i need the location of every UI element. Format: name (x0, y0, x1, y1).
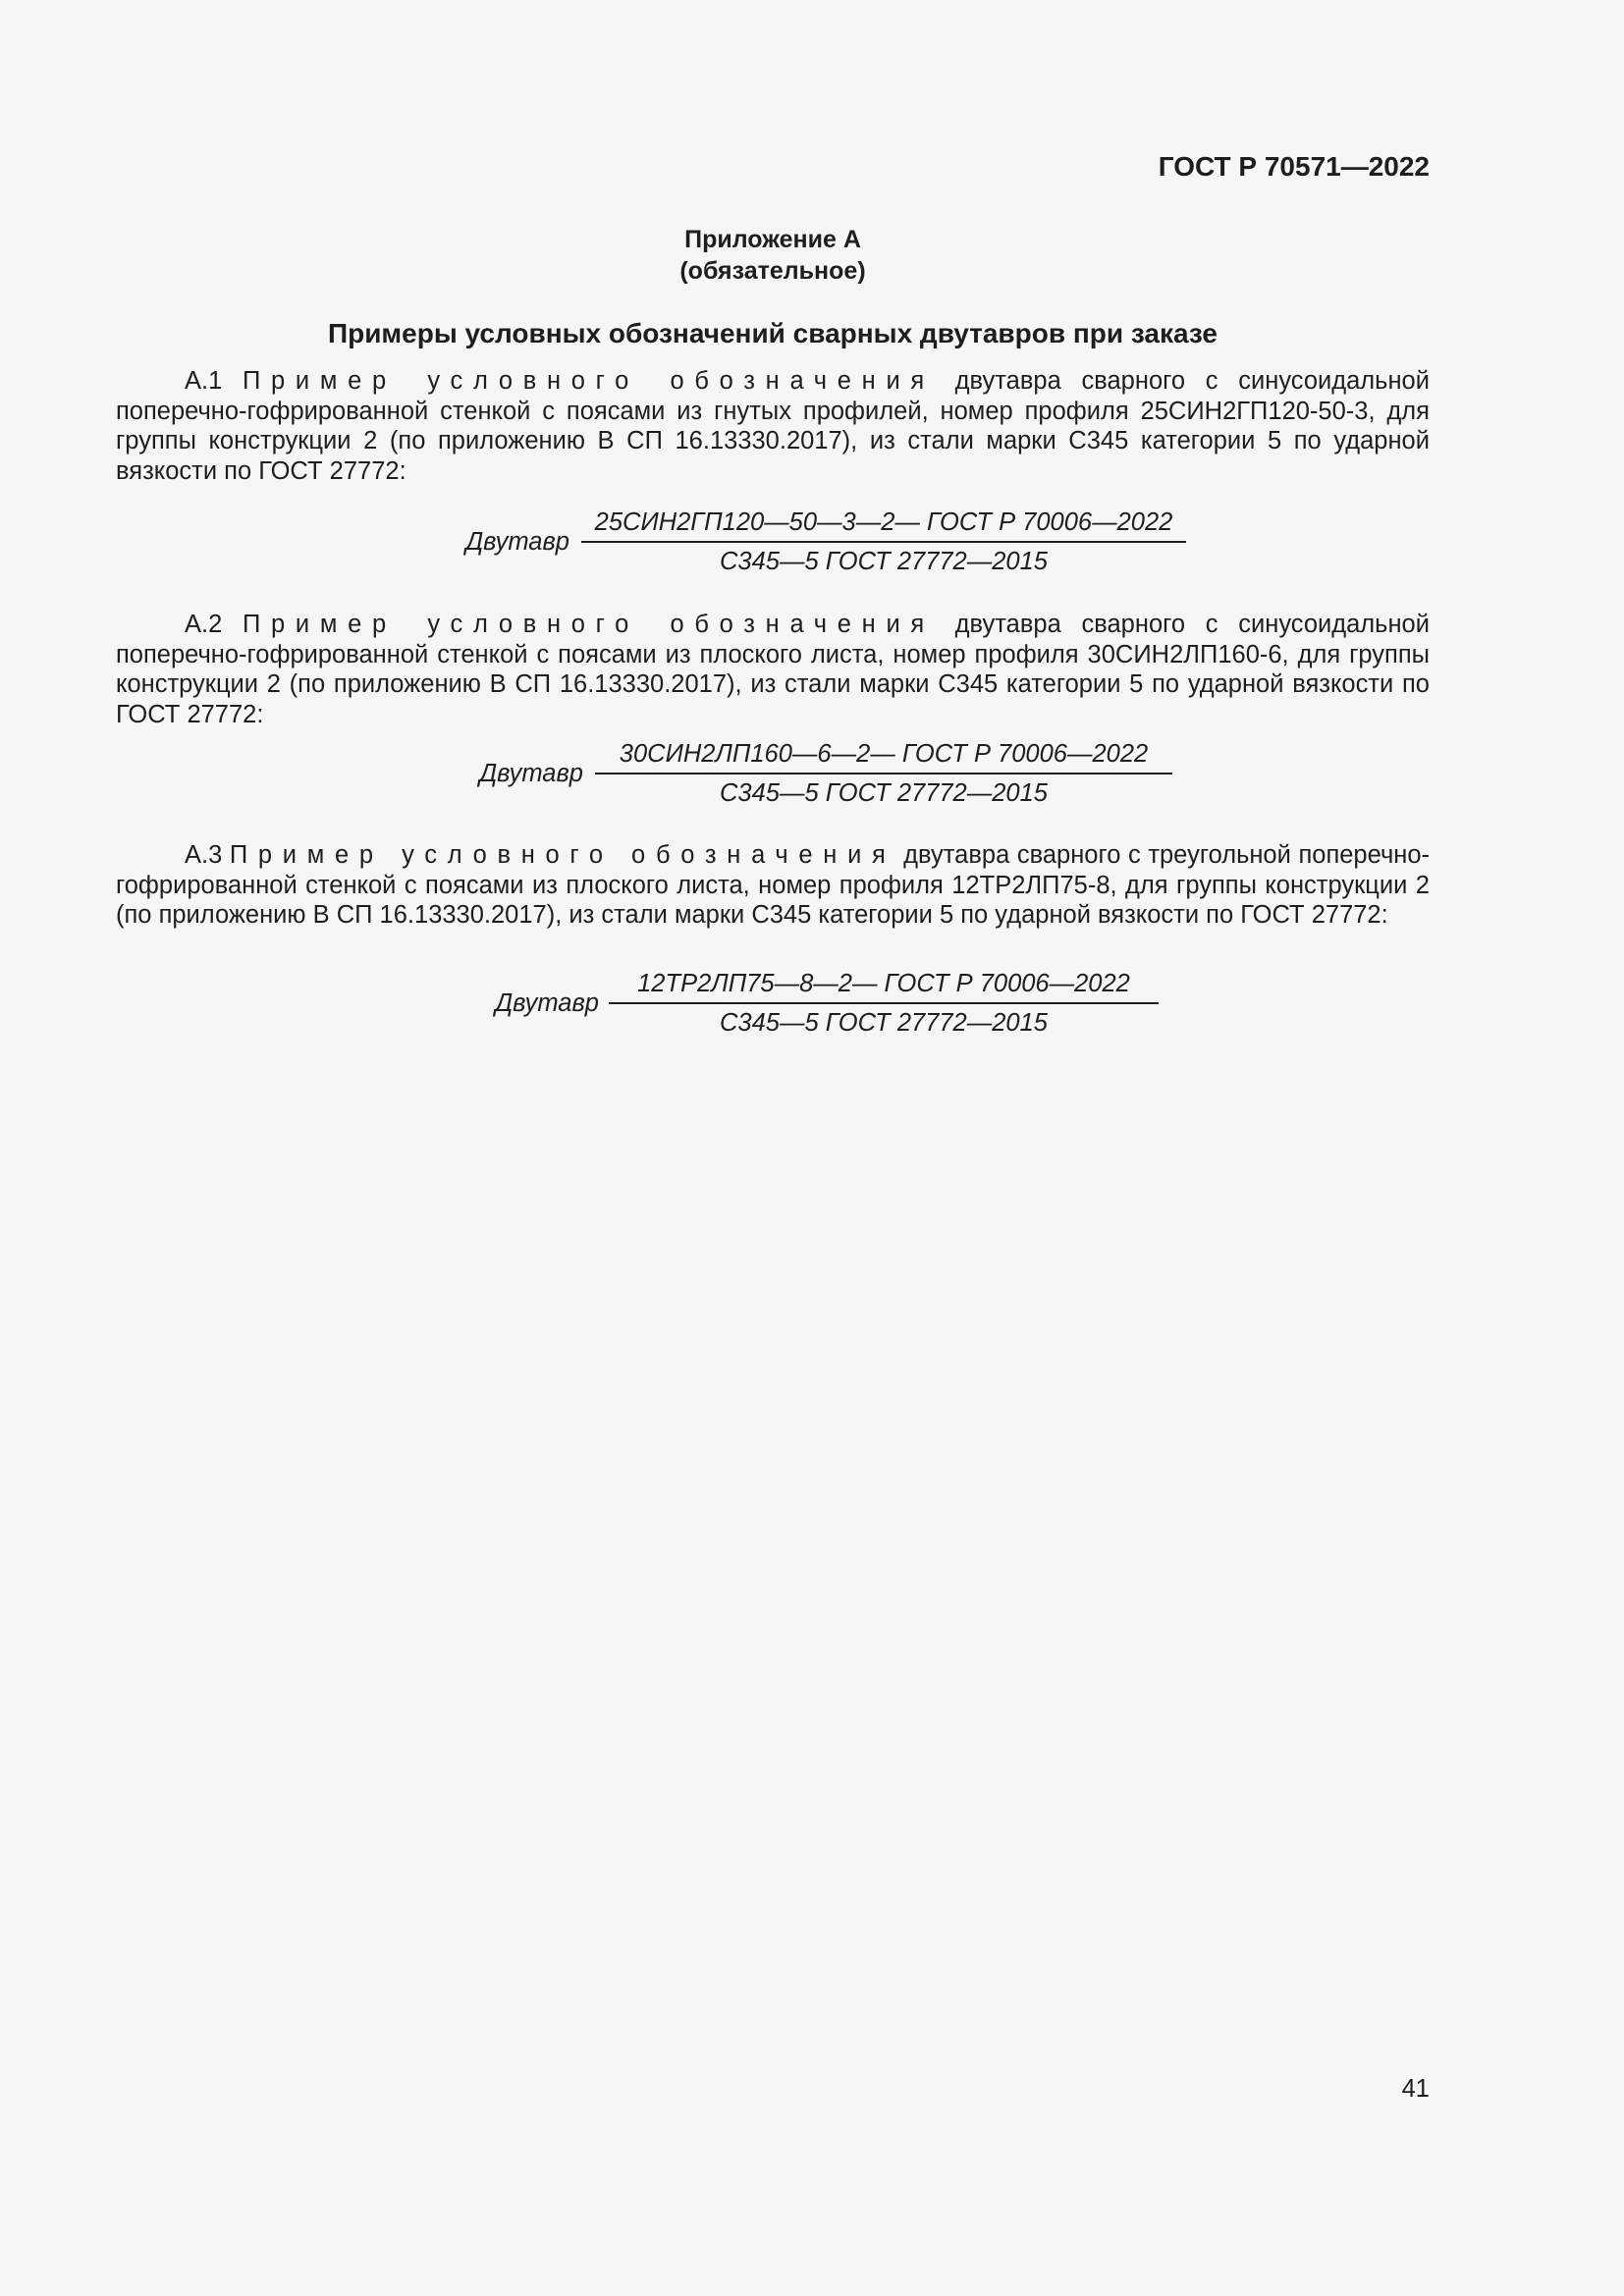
example-a2-formula (0, 738, 1624, 817)
formula-lead: Двутавр (479, 760, 583, 787)
example-a3-paragraph (116, 840, 1430, 931)
formula-fraction (609, 968, 1159, 1039)
example-a2-text: двутавра сварного с синусоидальной поперечно-гофрированной стенкой с поясами из плоского листа, номер профиля 30СИН2ЛП160-6, для группы конструкции 2 (по приложению В СП 16.13330.2017), из стали марки С345 категории 5 по ударной вязкости по ГОСТ 27772: (116, 611, 1430, 728)
example-a1-formula (0, 507, 1624, 585)
example-a1-text: двутавра сварного с синусоидальной поперечно-гофрированной стенкой с поясами из гнутых профилей, номер профиля 25СИН2ГП120-50-3, для группы конструкции 2 (по приложению В СП 16.13330.2017), из стали марки С345 категории 5 по ударной вязкости по ГОСТ 27772: (116, 367, 1430, 485)
appendix-status: (обязательное) (679, 257, 866, 285)
appendix-heading (116, 224, 1430, 287)
section-title: Примеры условных обозначений сварных двутавров при заказе (327, 318, 1218, 348)
formula-lead: Двутавр (495, 989, 599, 1017)
formula-numerator: 30СИН2ЛП160—6—2— ГОСТ Р 70006—2022 (595, 738, 1172, 774)
example-a3-formula (0, 968, 1624, 1046)
example-a3-text: двутавра сварного с треугольной поперечно-гофрированной стенкой с поясами из плоского листа, номер профиля 12ТР2ЛП75-8, для группы конструкции 2 (по приложению В СП 16.13330.2017), из стали марки С345 категории 5 по ударной вязкости по ГОСТ 27772: (116, 841, 1430, 929)
example-a2-label: Пример условного обозначения (243, 611, 935, 638)
example-a2-number: А.2 (185, 611, 223, 638)
example-a3-label: Пример условного обозначения (229, 841, 896, 869)
formula-denominator: С345—5 ГОСТ 27772—2015 (720, 779, 1048, 807)
appendix-title: Приложение А (684, 226, 861, 253)
document-code: ГОСТ Р 70571—2022 (1158, 151, 1430, 182)
example-a2-paragraph (116, 610, 1430, 729)
formula-numerator: 12ТР2ЛП75—8—2— ГОСТ Р 70006—2022 (609, 968, 1159, 1004)
formula-numerator: 25СИН2ГП120—50—3—2— ГОСТ Р 70006—2022 (581, 507, 1186, 543)
example-a1-label: Пример условного обозначения (243, 367, 935, 395)
page-number: 41 (1401, 2075, 1430, 2103)
formula-lead: Двутавр (465, 528, 569, 556)
formula-fraction (581, 507, 1186, 577)
example-a1-paragraph (116, 366, 1430, 486)
example-a1-number: А.1 (185, 367, 223, 395)
formula-fraction (595, 738, 1172, 809)
example-a3-number: А.3 (185, 841, 223, 869)
formula-denominator: С345—5 ГОСТ 27772—2015 (720, 1009, 1048, 1037)
formula-denominator: С345—5 ГОСТ 27772—2015 (720, 548, 1048, 575)
